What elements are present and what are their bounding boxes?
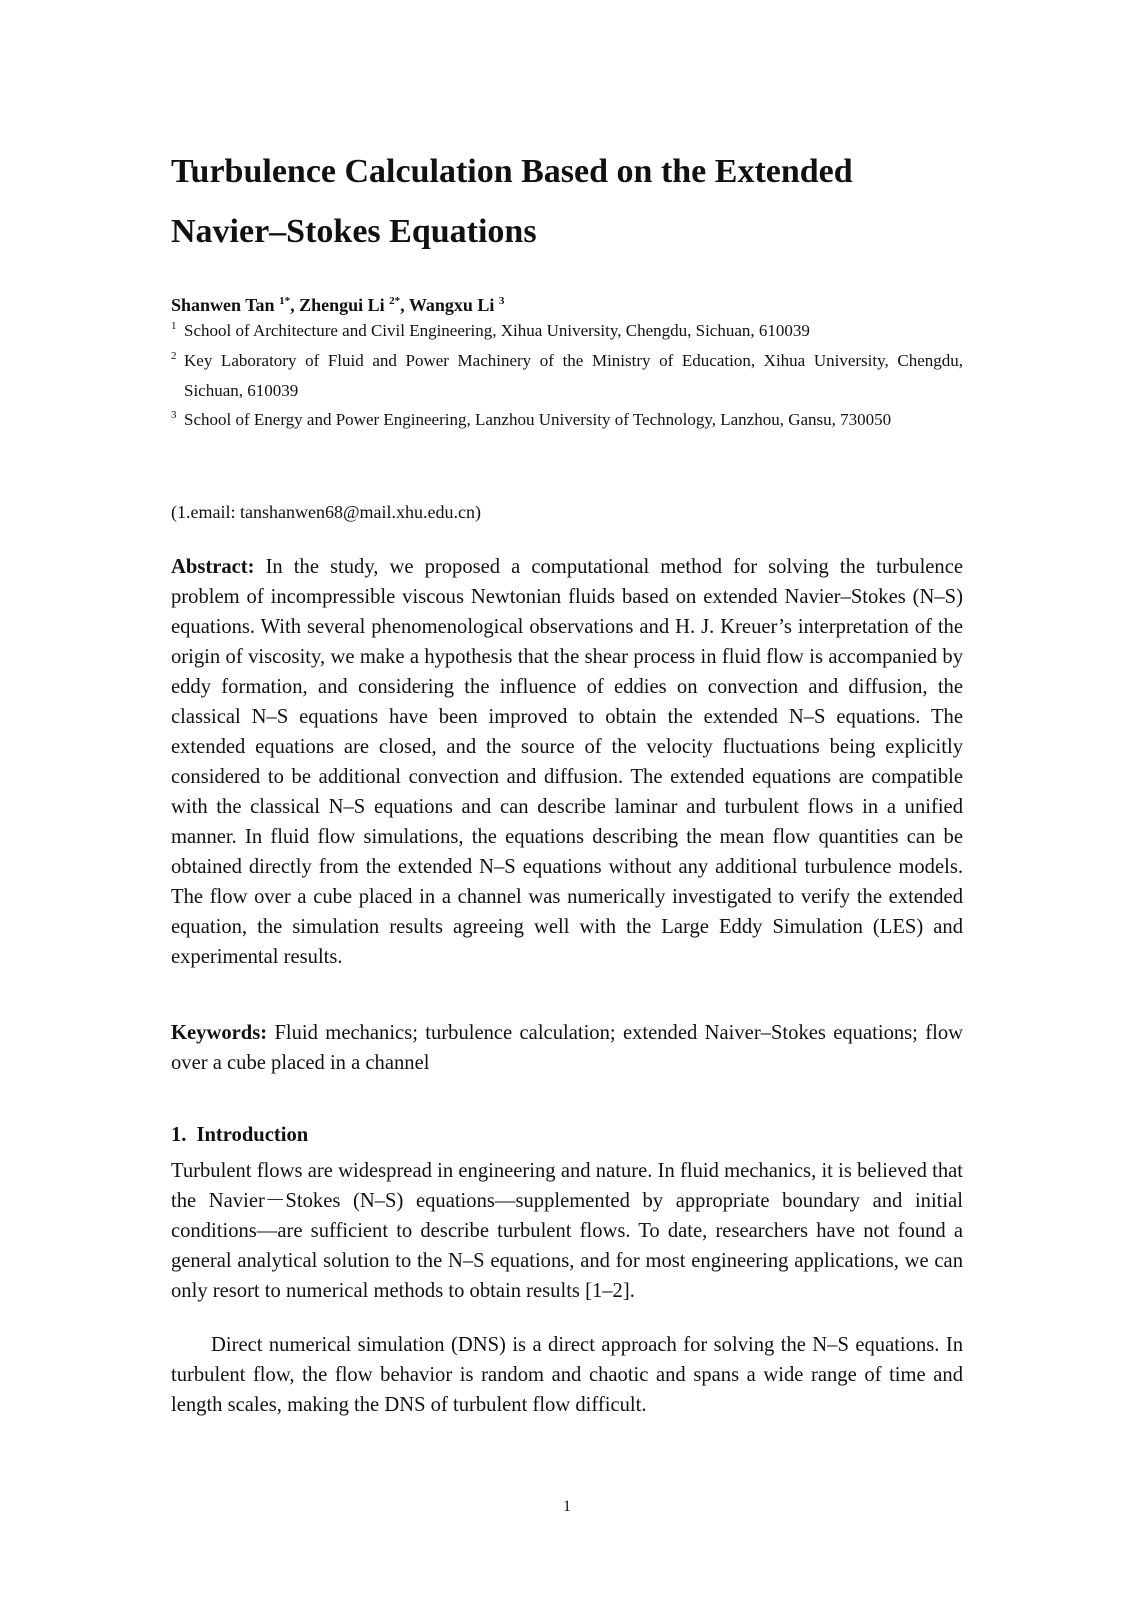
affiliation-2 [171,346,963,406]
author-affiliation-mark: 2* [389,295,401,307]
affiliation-number: 2 [171,350,177,362]
affiliation-number: 3 [171,409,177,421]
abstract [171,552,963,972]
abstract-text: In the study, we proposed a computational method for solving the turbulence problem of incompressible viscous Newtonian fluids based on extended Navier–Stokes (N–S) equations. With several phenomenological observations and H. J. Kreuer’s interpretation of the origin of viscosity, we make a hypothesis that the shear process in fluid flow is accompanied by eddy formation, and considering the influence of eddies on convection and diffusion, the classical N–S equations have been improved to obtain the extended N–S equations. The extended equations are closed, and the source of the velocity fluctuations being explicitly considered to be additional convection and diffusion. The extended equations are compatible with the classical N–S equations and can describe laminar and turbulent flows in a unified manner. In fluid flow simulations, the equations describing the mean flow quantities can be obtained directly from the extended N–S equations without any additional turbulence models. The flow over a cube placed in a channel was numerically investigated to verify the extended equation, the simulation results agreeing well with the Large Eddy Simulation (LES) and experimental results. [171,556,964,968]
author-affiliation-mark: 1* [279,295,291,307]
paper-title [171,142,963,262]
author-name: Zhengui Li [299,295,385,315]
abstract-label: Abstract: [171,556,255,578]
author-separator: , [400,295,409,315]
author-affiliation-mark: 3 [498,295,505,307]
author-separator: , [290,295,300,315]
keywords [171,1018,963,1078]
author-list [171,295,504,316]
keywords-text: Fluid mechanics; turbulence calculation; extended Naiver–Stokes equations; flow over a cube placed in a channel [171,1022,963,1074]
author-name: Wangxu Li [408,295,495,315]
author-name: Shanwen Tan [171,295,275,315]
affiliation-number: 1 [171,320,177,332]
section-number: 1. [171,1124,187,1146]
section-heading [171,1124,308,1147]
page-number: 1 [563,1498,571,1515]
affiliation-3 [171,405,963,435]
affiliation-text: Key Laboratory of Fluid and Power Machinery of the Ministry of Education, Xihua University, Chengdu, Sichuan, 610039 [184,351,963,400]
paper-page [171,0,963,1600]
title-line-2: Navier–Stokes Equations [171,213,537,250]
affiliation-text: School of Architecture and Civil Engineering, Xihua University, Chengdu, Sichuan, 610039 [184,321,810,340]
intro-paragraph-2: Direct numerical simulation (DNS) is a direct approach for solving the N–S equations. In turbulent flow, the flow behavior is random and chaotic and spans a wide range of time and length scales, making the DNS of turbulent flow difficult. [171,1334,963,1416]
keywords-label: Keywords: [171,1022,268,1044]
intro-paragraph-1: Turbulent flows are widespread in engineering and nature. In fluid mechanics, it is believed that the Navier－Stokes (N–S) equations—supplemented by appropriate boundary and initial conditions—are sufficient to describe turbulent flows. To date, researchers have not found a general analytical solution to the N–S equations, and for most engineering applications, we can only resort to numerical methods to obtain results [1–2]. [171,1160,963,1302]
contact-email: (1.email: tanshanwen68@mail.xhu.edu.cn) [171,502,481,522]
section-title: Introduction [196,1124,309,1146]
affiliation-text: School of Energy and Power Engineering, Lanzhou University of Technology, Lanzhou, Gansu, 730050 [184,410,892,429]
affiliation-1 [171,316,963,346]
title-line-1: Turbulence Calculation Based on the Extended [171,153,853,190]
